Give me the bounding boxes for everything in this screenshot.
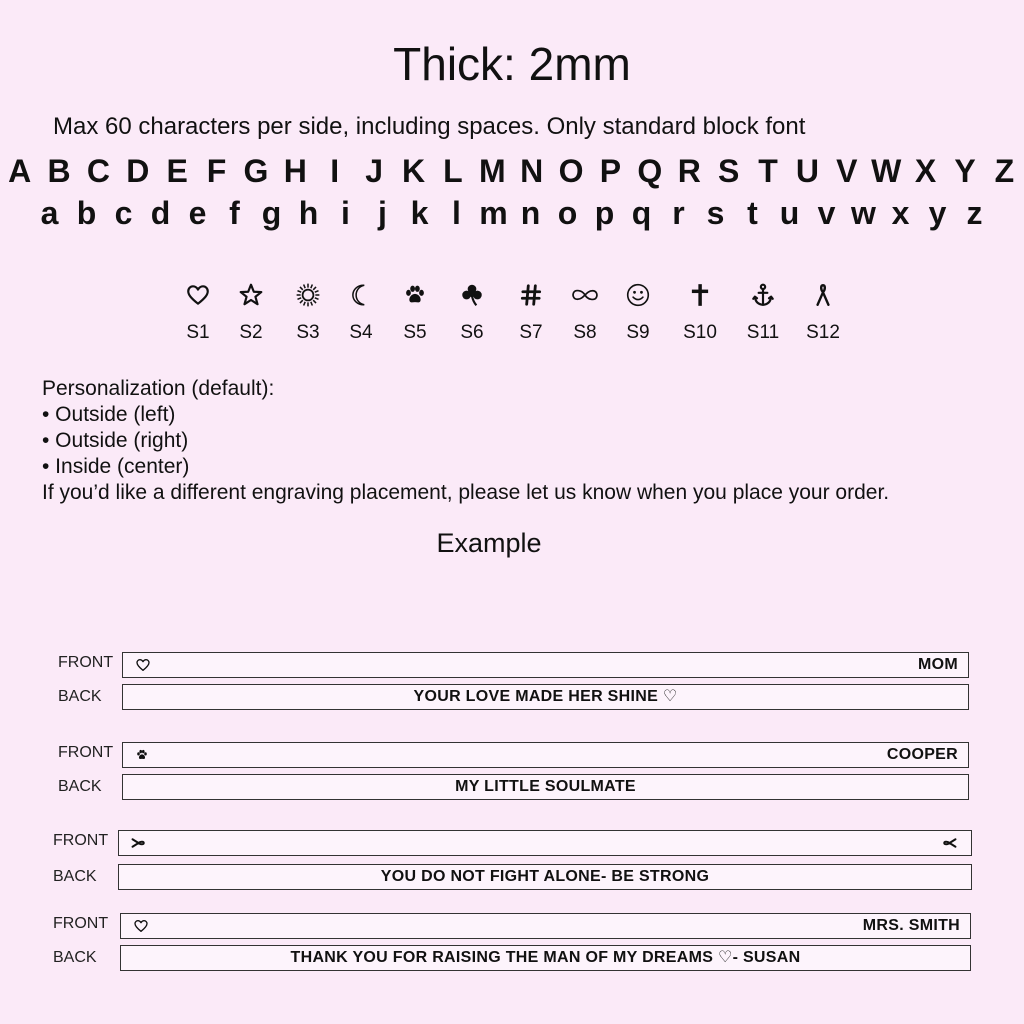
- paw-icon: [385, 278, 445, 312]
- front-text: COOPER: [886, 746, 958, 763]
- symbol-code: S4: [349, 322, 373, 343]
- lower-letter: p: [594, 195, 615, 231]
- symbol-code: S7: [519, 322, 543, 343]
- lower-letter: s: [706, 195, 725, 231]
- upper-letter: F: [206, 153, 227, 189]
- upper-letter: N: [520, 153, 544, 189]
- upper-letter: Z: [994, 153, 1015, 189]
- back-label: BACK: [53, 949, 97, 966]
- lower-letter: j: [378, 195, 387, 231]
- symbol-code: S2: [239, 322, 263, 343]
- upper-letter: S: [717, 153, 740, 189]
- placement-footer: If you’d like a different engraving placement, please let us know when you place your order.: [42, 481, 890, 504]
- upper-letter: M: [478, 153, 506, 189]
- lower-letter: o: [557, 195, 578, 231]
- heart-icon: [168, 278, 228, 312]
- placement-item: • Inside (center): [42, 455, 190, 478]
- cross-icon: [670, 278, 730, 312]
- symbol-code: S8: [573, 322, 597, 343]
- lower-letter: h: [298, 195, 319, 231]
- ribbon-icon: [131, 834, 149, 852]
- symbol-item: [221, 278, 281, 344]
- lower-letter: t: [747, 195, 758, 231]
- lower-letter: r: [672, 195, 685, 231]
- lower-letter: i: [341, 195, 350, 231]
- lower-letter: c: [114, 195, 133, 231]
- lower-letter: m: [479, 195, 508, 231]
- symbol-code: S3: [296, 322, 320, 343]
- upper-letter: C: [86, 153, 110, 189]
- back-text: YOU DO NOT FIGHT ALONE- BE STRONG: [380, 868, 710, 885]
- lower-letter: q: [631, 195, 652, 231]
- symbol-item: [442, 278, 502, 344]
- upper-letter: D: [126, 153, 150, 189]
- symbol-code: S1: [186, 322, 210, 343]
- lower-letter: z: [966, 195, 983, 231]
- upper-letter: H: [283, 153, 307, 189]
- front-text: MRS. SMITH: [862, 917, 960, 934]
- upper-letter: X: [914, 153, 937, 189]
- smiley-icon: [608, 278, 668, 312]
- lower-letter: x: [891, 195, 910, 231]
- lower-letter: u: [779, 195, 800, 231]
- sun-icon: [278, 278, 338, 312]
- symbol-item: [331, 278, 391, 344]
- symbol-item: [168, 278, 228, 344]
- uppercase-alphabet: [0, 153, 1024, 189]
- front-band: [122, 652, 969, 678]
- personalization-heading: Personalization (default):: [42, 377, 275, 400]
- front-label: FRONT: [53, 832, 109, 849]
- symbol-code: S10: [683, 322, 717, 343]
- placement-item: • Outside (right): [42, 429, 189, 452]
- lower-letter: b: [76, 195, 97, 231]
- upper-letter: K: [401, 153, 426, 189]
- front-label: FRONT: [58, 654, 114, 671]
- lower-letter: g: [261, 195, 282, 231]
- lower-letter: a: [40, 195, 59, 231]
- symbol-item: [278, 278, 338, 344]
- lower-letter: l: [452, 195, 461, 231]
- upper-letter: I: [330, 153, 340, 189]
- moon-icon: [331, 278, 391, 312]
- lower-letter: n: [520, 195, 541, 231]
- shamrock-icon: [442, 278, 502, 312]
- upper-letter: O: [558, 153, 584, 189]
- upper-letter: W: [871, 153, 902, 189]
- back-band: [118, 864, 972, 890]
- front-label: FRONT: [53, 915, 109, 932]
- upper-letter: U: [795, 153, 819, 189]
- symbol-code: S12: [806, 322, 840, 343]
- symbol-item: [501, 278, 561, 344]
- back-text: YOUR LOVE MADE HER SHINE ♡: [413, 688, 678, 705]
- example-heading: Example: [436, 528, 542, 558]
- lower-letter: k: [410, 195, 429, 231]
- back-label: BACK: [58, 778, 102, 795]
- symbol-item: [793, 278, 853, 344]
- symbol-code: S9: [626, 322, 650, 343]
- symbol-item: [555, 278, 615, 344]
- lower-letter: f: [229, 195, 240, 231]
- ribbon-icon: [793, 278, 853, 312]
- symbol-item: [733, 278, 793, 344]
- heart-icon: [133, 917, 149, 935]
- placement-item: • Outside (left): [42, 403, 176, 426]
- front-text: MOM: [917, 656, 958, 673]
- front-band: [120, 913, 971, 939]
- upper-letter: R: [677, 153, 701, 189]
- ribbon-icon: [939, 834, 957, 852]
- upper-letter: G: [243, 153, 269, 189]
- back-label: BACK: [58, 688, 102, 705]
- symbol-item: [670, 278, 730, 344]
- personalization-info: [42, 376, 889, 506]
- lower-letter: w: [851, 195, 876, 231]
- lower-letter: e: [188, 195, 207, 231]
- lower-letter: v: [817, 195, 836, 231]
- upper-letter: A: [8, 153, 32, 189]
- upper-letter: Y: [954, 153, 976, 189]
- infinity-icon: [555, 278, 615, 312]
- lowercase-alphabet: [0, 195, 1024, 231]
- upper-letter: B: [47, 153, 71, 189]
- back-band: [120, 945, 971, 971]
- upper-letter: T: [758, 153, 778, 189]
- back-label: BACK: [53, 868, 97, 885]
- upper-letter: E: [166, 153, 188, 189]
- star-icon: [221, 278, 281, 312]
- upper-letter: P: [599, 153, 622, 189]
- back-text: THANK YOU FOR RAISING THE MAN OF MY DREAMS ♡- SUSAN: [290, 949, 801, 966]
- back-band: [122, 684, 969, 710]
- page-title: Thick: 2mm: [393, 38, 631, 90]
- heart-icon: [135, 656, 151, 674]
- anchor-icon: [733, 278, 793, 312]
- front-band: [122, 742, 969, 768]
- symbol-item: [385, 278, 445, 344]
- front-band: [118, 830, 972, 856]
- front-label: FRONT: [58, 744, 114, 761]
- upper-letter: V: [836, 153, 858, 189]
- back-text: MY LITTLE SOULMATE: [455, 778, 636, 795]
- symbol-code: S5: [403, 322, 427, 343]
- lower-letter: y: [928, 195, 947, 231]
- symbol-code: S11: [746, 322, 780, 343]
- upper-letter: J: [365, 153, 384, 189]
- back-band: [122, 774, 969, 800]
- symbol-code: S6: [460, 322, 484, 343]
- paw-icon: [135, 746, 149, 764]
- lower-letter: d: [150, 195, 171, 231]
- upper-letter: Q: [637, 153, 663, 189]
- upper-letter: L: [443, 153, 463, 189]
- symbol-item: [608, 278, 668, 344]
- hash-icon: [501, 278, 561, 312]
- character-limit-note: Max 60 characters per side, including spaces. Only standard block font: [53, 113, 806, 140]
